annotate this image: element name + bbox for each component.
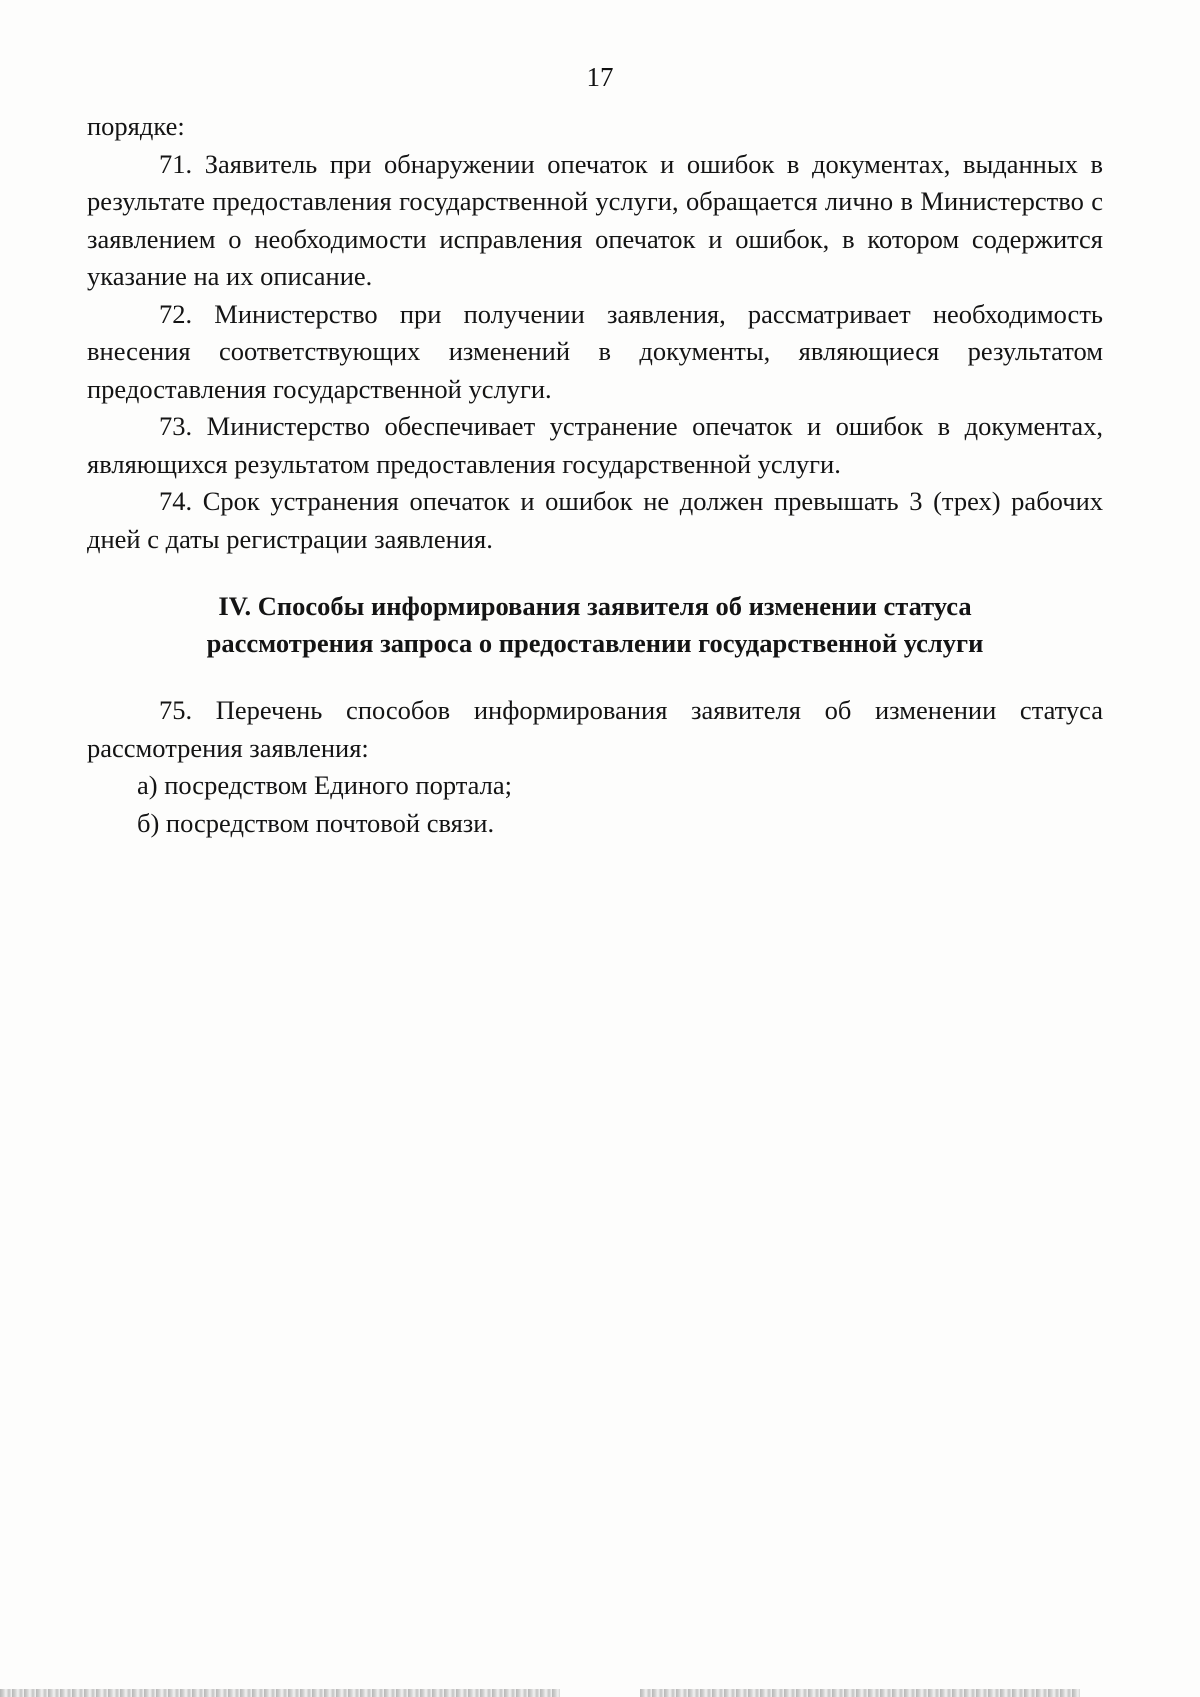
paragraph-continuation: порядке: (87, 111, 185, 141)
section-heading-line-2: рассмотрения запроса о предоставлении государственной услуги (206, 628, 984, 658)
paragraph-71: 71. Заявитель при обнаружении опечаток и ошибок в документах, выданных в результате предоставления государственной услуги, обращается лично в Министерство с заявлением о необходимости исправления опечаток и ошибок, в котором содержится указание на их описание. (87, 148, 1103, 291)
paragraph-72: 72. Министерство при получении заявления, рассматривает необходимость внесения соответствующих изменений в документы, являющиеся результатом предоставления государственной услуги. (87, 298, 1103, 404)
scan-artifact-left (0, 1689, 560, 1697)
scan-artifact-right (640, 1689, 1080, 1697)
paragraph-74: 74. Срок устранения опечаток и ошибок не должен превышать 3 (трех) рабочих дней с даты регистрации заявления. (87, 486, 1103, 554)
paragraph-75: 75. Перечень способов информирования заявителя об изменении статуса рассмотрения заявления: (87, 695, 1103, 763)
list-item-b: б) посредством почтовой связи. (137, 807, 495, 838)
paragraph-73: 73. Министерство обеспечивает устранение опечаток и ошибок в документах, являющихся результатом предоставления государственной услуги. (87, 411, 1103, 479)
list-item-a: а) посредством Единого портала; (137, 770, 512, 800)
document-body (87, 108, 1103, 842)
section-heading-line-1: IV. Способы информирования заявителя об изменении статуса (218, 591, 972, 621)
section-heading (87, 588, 1103, 662)
page-number: 17 (586, 62, 614, 92)
